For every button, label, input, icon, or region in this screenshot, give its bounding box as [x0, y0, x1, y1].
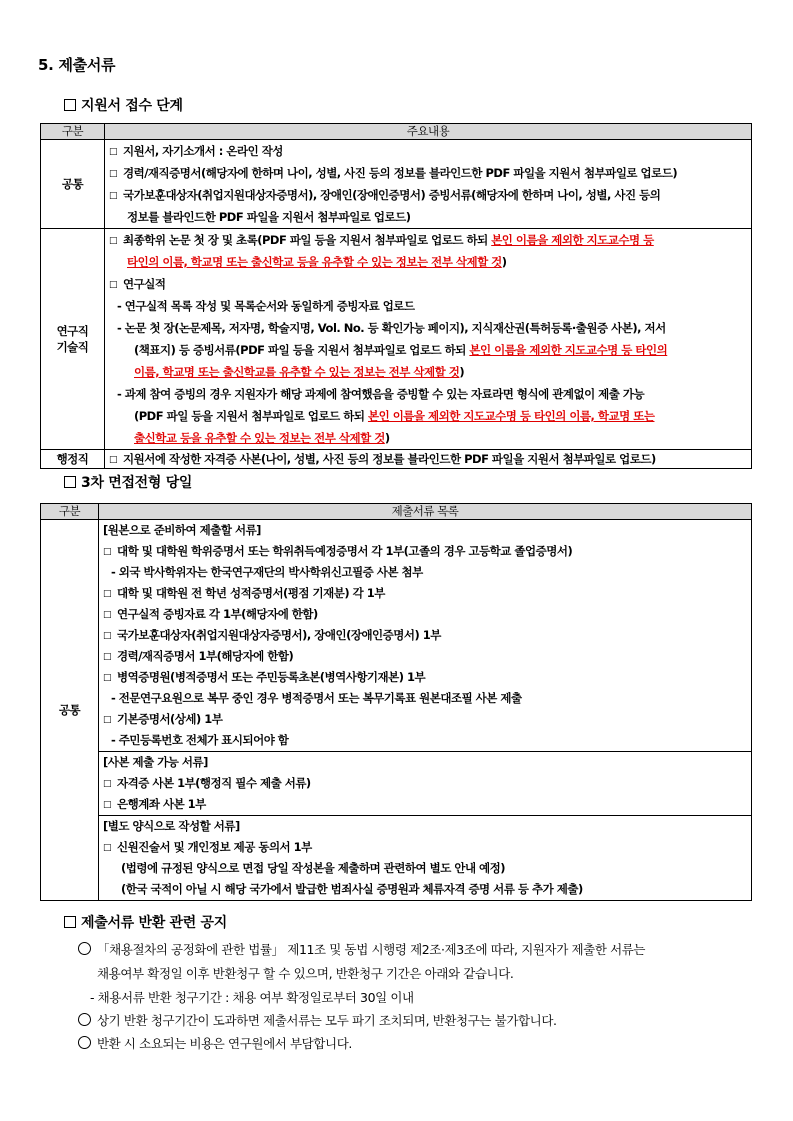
square-bullet-icon: □	[103, 589, 112, 599]
notice-item: 상기 반환 청구기간이 도과하면 제출서류는 모두 파기 조치되며, 반환청구는 불가합니다.	[78, 1011, 557, 1029]
list-item: □ 대학 및 대학원 학위증명서 또는 학위취득예정증명서 각 1부(고졸의 경우 고등학교 졸업증명서)	[103, 544, 573, 558]
notice-item-continued: 채용여부 확정일 이후 반환청구 할 수 있으며, 반환청구 기간은 아래와 같습니다.	[97, 966, 514, 981]
table1-row-common	[41, 140, 752, 229]
notice-sub-item: - 채용서류 반환 청구기간 : 채용 여부 확정일로부터 30일 이내	[90, 990, 414, 1005]
list-item-continued: (법령에 규정된 양식으로 면접 당일 작성본을 제출하며 관련하여 별도 안내 예정)	[121, 861, 506, 875]
checkbox-square-icon	[64, 99, 76, 111]
warning-text: 본인 이름을 제외한 지도교수명 등	[491, 233, 654, 247]
warning-text: 본인 이름을 제외한 지도교수명 등 타인의 이름, 학교명 또는	[367, 409, 655, 423]
group-heading-copies: [사본 제출 가능 서류]	[99, 751, 751, 773]
list-item: □ 지원서, 자기소개서 : 온라인 작성	[109, 144, 283, 158]
notice-title-row	[64, 912, 227, 932]
category-common: 공통	[41, 520, 99, 901]
group-heading-originals: [원본으로 준비하여 제출할 서류]	[103, 523, 261, 537]
square-bullet-icon: □	[103, 843, 112, 853]
content-documents	[99, 520, 752, 901]
list-item: □ 최종학위 논문 첫 장 및 초록(PDF 파일 등을 지원서 첨부파일로 업로드 하되 본인 이름을 제외한 지도교수명 등	[109, 233, 654, 247]
warning-text: 타인의 이름, 학교명 또는 출신학교 등을 유추할 수 있는 정보는 전부 삭제할 것	[127, 255, 502, 269]
square-bullet-icon: □	[109, 147, 118, 157]
list-item: □ 지원서에 작성한 자격증 사본(나이, 성별, 사진 등의 정보를 블라인드한 PDF 파일을 지원서 첨부파일로 업로드)	[109, 452, 656, 466]
square-bullet-icon: □	[103, 631, 112, 641]
list-item: □ 대학 및 대학원 전 학년 성적증명서(평점 기재분) 각 1부	[103, 586, 385, 600]
list-item: □ 연구실적 증빙자료 각 1부(해당자에 한함)	[103, 607, 318, 621]
notice-item: 「채용절차의 공정화에 관한 법률」 제11조 및 동법 시행령 제2조·제3조에 따라, 지원자가 제출한 서류는	[78, 940, 645, 958]
square-bullet-icon: □	[103, 800, 112, 810]
list-item-continued: (한국 국적이 아닐 시 해당 국가에서 발급한 범죄사실 증명원과 체류자격 증명 서류 등 추가 제출)	[121, 882, 583, 896]
circle-bullet-icon	[78, 942, 91, 955]
sub-item: - 외국 박사학위자는 한국연구재단의 박사학위신고필증 사본 첨부	[111, 565, 423, 579]
table1-row-admin	[41, 450, 752, 469]
sub-item-continued: 출신학교 등을 유추할 수 있는 정보는 전부 삭제할 것)	[134, 431, 390, 445]
square-bullet-icon: □	[103, 673, 112, 683]
section-title: 5. 제출서류	[38, 56, 116, 74]
header-category: 구분	[41, 504, 99, 520]
category-research-technical: 연구직 기술직	[41, 229, 105, 450]
list-item: □ 병역증명원(병적증명서 또는 주민등록초본(병역사항기재본) 1부	[103, 670, 426, 684]
table2-row-common	[41, 520, 752, 901]
square-bullet-icon: □	[109, 280, 118, 290]
square-bullet-icon: □	[103, 652, 112, 662]
list-item: □ 연구실적	[109, 277, 166, 291]
square-bullet-icon: □	[103, 547, 112, 557]
circle-bullet-icon	[78, 1036, 91, 1049]
header-document-list: 제출서류 목록	[99, 504, 752, 520]
table1-row-research	[41, 229, 752, 450]
list-item: □ 은행계좌 사본 1부	[103, 797, 206, 811]
sub-item-continued: (PDF 파일 등을 지원서 첨부파일로 업로드 하되 본인 이름을 제외한 지도교수명 등 타인의 이름, 학교명 또는	[134, 409, 655, 423]
header-category: 구분	[41, 124, 105, 140]
sub-item: - 과제 참여 증빙의 경우 지원자가 해당 과제에 참여했음을 증빙할 수 있는 자료라면 형식에 관계없이 제출 가능	[117, 387, 645, 401]
list-item: □ 자격증 사본 1부(행정직 필수 제출 서류)	[103, 776, 311, 790]
square-bullet-icon: □	[109, 169, 118, 179]
sub-item-continued: 이름, 학교명 또는 출신학교를 유추할 수 있는 정보는 전부 삭제할 것)	[134, 365, 465, 379]
square-bullet-icon: □	[109, 455, 118, 465]
category-admin: 행정직	[41, 450, 105, 469]
group-heading-separate-forms: [별도 양식으로 작성할 서류]	[99, 815, 751, 837]
content-research	[105, 229, 752, 450]
warning-text: 출신학교 등을 유추할 수 있는 정보는 전부 삭제할 것	[134, 431, 385, 445]
warning-text: 이름, 학교명 또는 출신학교를 유추할 수 있는 정보는 전부 삭제할 것	[134, 365, 460, 379]
square-bullet-icon: □	[103, 715, 112, 725]
table1-title-row	[64, 95, 183, 115]
list-item: □ 기본증명서(상세) 1부	[103, 712, 223, 726]
checkbox-square-icon	[64, 476, 76, 488]
table2-header	[41, 504, 752, 520]
list-item-continued: 타인의 이름, 학교명 또는 출신학교 등을 유추할 수 있는 정보는 전부 삭제할 것)	[127, 255, 507, 269]
list-item: □ 국가보훈대상자(취업지원대상자증명서), 장애인(장애인증명서) 1부	[103, 628, 441, 642]
notice-item: 반환 시 소요되는 비용은 연구원에서 부담합니다.	[78, 1034, 352, 1052]
list-item: □ 신원진술서 및 개인정보 제공 동의서 1부	[103, 840, 312, 854]
square-bullet-icon: □	[103, 779, 112, 789]
category-common: 공통	[41, 140, 105, 229]
warning-text: 본인 이름을 제외한 지도교수명 등 타인의	[469, 343, 668, 357]
square-bullet-icon: □	[109, 236, 118, 246]
list-item: □ 국가보훈대상자(취업지원대상자증명서), 장애인(장애인증명서) 증빙서류(해당자에 한하며 나이, 성별, 사진 등의	[109, 188, 661, 202]
list-item-continued: 정보를 블라인드한 PDF 파일을 지원서 첨부파일로 업로드)	[127, 210, 411, 224]
checkbox-square-icon	[64, 916, 76, 928]
table1-title: 지원서 접수 단계	[81, 98, 183, 114]
sub-item: - 주민등록번호 전체가 표시되어야 함	[111, 733, 289, 747]
content-common	[105, 140, 752, 229]
square-bullet-icon: □	[109, 191, 118, 201]
sub-item: - 논문 첫 장(논문제목, 저자명, 학술지명, Vol. No. 등 확인가능 페이지), 지식재산권(특허등록·출원증 사본), 저서	[117, 321, 666, 335]
list-item: □ 경력/재직증명서 1부(해당자에 한함)	[103, 649, 294, 663]
table-interview-documents	[40, 503, 752, 901]
sub-item-continued: (책표지) 등 증빙서류(PDF 파일 등을 지원서 첨부파일로 업로드 하되 본인 이름을 제외한 지도교수명 등 타인의	[134, 343, 668, 357]
table2-title-row	[64, 472, 192, 492]
circle-bullet-icon	[78, 1013, 91, 1026]
table1-header	[41, 124, 752, 140]
notice-title: 제출서류 반환 관련 공지	[81, 915, 227, 931]
sub-item: - 전문연구요원으로 복무 중인 경우 병적증명서 또는 복무기록표 원본대조필 사본 제출	[111, 691, 522, 705]
header-content: 주요내용	[105, 124, 752, 140]
table2-title: 3차 면접전형 당일	[81, 475, 193, 491]
list-item: □ 경력/재직증명서(해당자에 한하며 나이, 성별, 사진 등의 정보를 블라인드한 PDF 파일을 지원서 첨부파일로 업로드)	[109, 166, 678, 180]
square-bullet-icon: □	[103, 610, 112, 620]
sub-item: - 연구실적 목록 작성 및 목록순서와 동일하게 증빙자료 업로드	[117, 299, 415, 313]
content-admin	[105, 450, 752, 469]
table-application-stage	[40, 123, 752, 469]
